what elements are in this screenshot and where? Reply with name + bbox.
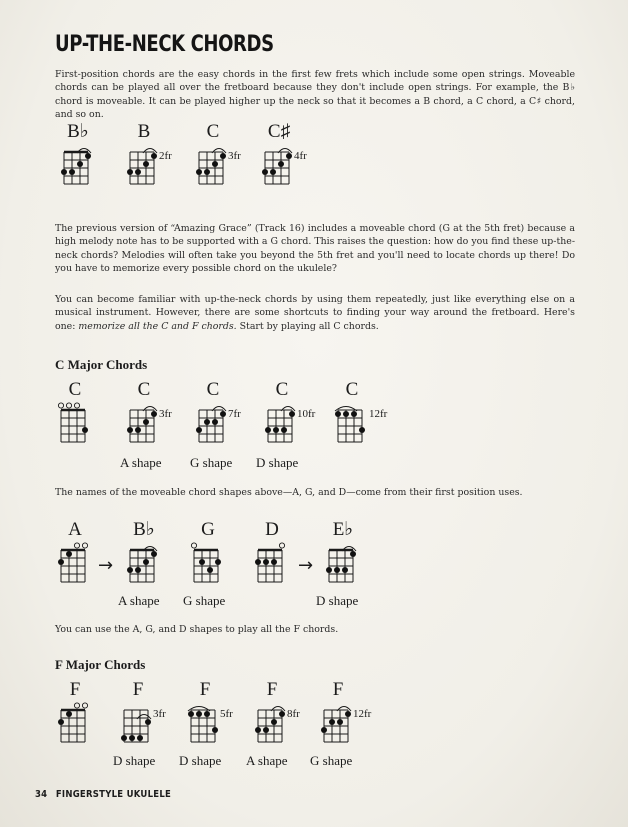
shape-label: G shape — [183, 593, 226, 608]
intro-text: First-position chords are the easy chords in the first few frets which include some open strings. Moveable chords can be played all over the fretboard because they don't include open strings. For example, the B♭ chord is moveable. It can be played higher up the neck so that it becomes a B chord, a C chord, a C♯ chord, and so on. — [55, 69, 575, 120]
page-title: UP-THE-NECK CHORDS — [55, 32, 274, 57]
finger-dot — [342, 567, 348, 573]
finger-dot — [121, 735, 127, 741]
finger-dot — [359, 427, 365, 433]
shortcut-paragraph — [55, 293, 575, 333]
chord-name: C — [68, 379, 82, 400]
fret-label: 3fr — [159, 408, 172, 420]
fret-label: 5fr — [220, 708, 233, 720]
chord-name: F — [199, 679, 211, 700]
chord-name: C — [206, 121, 220, 142]
finger-dot — [58, 559, 64, 565]
fret-label: 3fr — [228, 150, 241, 162]
finger-dot — [199, 559, 205, 565]
chord-diagram — [124, 402, 164, 452]
chord-name: C♯ — [267, 121, 291, 142]
finger-dot — [263, 559, 269, 565]
finger-dot — [321, 727, 327, 733]
fret-label: 7fr — [228, 408, 241, 420]
finger-dot — [329, 719, 335, 725]
f-chords-text: You can use the A, G, and D shapes to play all the F chords. — [55, 624, 339, 635]
moveable-text: The previous version of “Amazing Grace” (Track 16) includes a moveable chord (G at the 5th fret) because a high melody note has to be supported with a G chord. This raises the question: how do you find these up-the-neck chords? Melodies will often take you beyond the 5th fret and you'll need to locate chords up there! Do you have to memorize every possible chord on the ukulele? — [55, 223, 575, 274]
finger-dot — [58, 719, 64, 725]
finger-dot — [61, 169, 67, 175]
page-footer — [35, 789, 171, 800]
fret-label: 12fr — [353, 708, 372, 720]
fret-label: 8fr — [287, 708, 300, 720]
finger-dot — [77, 161, 83, 167]
open-string-marker — [82, 703, 87, 708]
shape-label: D shape — [179, 753, 222, 768]
finger-dot — [273, 427, 279, 433]
chord-name: B♭ — [67, 121, 89, 142]
finger-dot — [281, 427, 287, 433]
finger-dot — [196, 427, 202, 433]
finger-dot — [255, 727, 261, 733]
fret-label: 10fr — [297, 408, 316, 420]
arrow-icon: → — [298, 555, 314, 576]
moveable-paragraph — [55, 222, 575, 275]
shape-label: A shape — [118, 593, 160, 608]
chord-diagram — [55, 542, 95, 592]
chord-name: C — [137, 379, 151, 400]
finger-dot — [215, 559, 221, 565]
chord-name: B♭ — [133, 519, 155, 540]
finger-dot — [135, 169, 141, 175]
f-major-heading: F Major Chords — [55, 657, 146, 672]
finger-dot — [343, 411, 349, 417]
open-string-marker — [74, 703, 79, 708]
chord-diagram — [323, 542, 363, 592]
chord-diagram — [58, 144, 98, 194]
chord-diagram — [55, 702, 95, 752]
fret-label: 12fr — [369, 408, 388, 420]
finger-dot — [204, 169, 210, 175]
chord-diagram — [185, 702, 225, 752]
chord-diagram — [124, 542, 164, 592]
open-string-marker — [279, 543, 284, 548]
finger-dot — [69, 169, 75, 175]
shortcut-text-end: Start by playing all C chords. — [236, 320, 379, 332]
finger-dot — [127, 567, 133, 573]
shape-label: D shape — [316, 593, 359, 608]
finger-dot — [145, 719, 151, 725]
c-major-heading: C Major Chords — [55, 357, 148, 372]
chord-name: F — [69, 679, 81, 700]
open-string-marker — [58, 403, 63, 408]
finger-dot — [188, 711, 194, 717]
chord-diagram — [55, 402, 95, 452]
shape-names-text: The names of the moveable chord shapes above—A, G, and D—come from their first position uses. — [55, 487, 523, 498]
chord-name: C — [345, 379, 359, 400]
fret-label: 3fr — [153, 708, 166, 720]
finger-dot — [262, 169, 268, 175]
chord-diagram — [193, 144, 233, 194]
open-string-marker — [191, 543, 196, 548]
finger-dot — [143, 161, 149, 167]
shape-names-paragraph — [55, 486, 575, 499]
chord-name: F — [332, 679, 344, 700]
finger-dot — [255, 559, 261, 565]
finger-dot — [127, 169, 133, 175]
chord-diagram — [318, 702, 358, 752]
chord-name: F — [266, 679, 278, 700]
finger-dot — [82, 427, 88, 433]
shape-label: G shape — [190, 455, 233, 470]
finger-dot — [212, 419, 218, 425]
finger-dot — [137, 735, 143, 741]
finger-dot — [135, 427, 141, 433]
finger-dot — [143, 559, 149, 565]
chord-name: E♭ — [332, 519, 354, 540]
finger-dot — [337, 719, 343, 725]
finger-dot — [286, 153, 292, 159]
finger-dot — [85, 153, 91, 159]
open-string-marker — [74, 403, 79, 408]
chord-name: A — [68, 519, 82, 540]
chord-diagram — [332, 402, 372, 452]
finger-dot — [151, 153, 157, 159]
finger-dot — [279, 711, 285, 717]
finger-dot — [270, 169, 276, 175]
finger-dot — [66, 711, 72, 717]
finger-dot — [345, 711, 351, 717]
chord-diagram — [118, 702, 158, 752]
finger-dot — [326, 567, 332, 573]
chord-diagram — [188, 542, 228, 592]
finger-dot — [196, 169, 202, 175]
finger-dot — [350, 551, 356, 557]
shape-label: G shape — [310, 753, 353, 768]
shape-label: D shape — [256, 455, 299, 470]
finger-dot — [204, 419, 210, 425]
finger-dot — [127, 427, 133, 433]
finger-dot — [212, 727, 218, 733]
chord-diagram — [193, 402, 233, 452]
open-string-marker — [74, 543, 79, 548]
finger-dot — [220, 153, 226, 159]
chord-diagram — [252, 542, 292, 592]
chord-name: G — [201, 519, 215, 540]
shortcut-emphasis: memorize all the C and F chords. — [78, 320, 237, 332]
chord-diagram — [262, 402, 302, 452]
chord-name: D — [265, 519, 279, 540]
chord-diagram — [252, 702, 292, 752]
open-string-marker — [82, 543, 87, 548]
chord-name: C — [206, 379, 220, 400]
finger-dot — [278, 161, 284, 167]
page-number: 34 — [35, 789, 48, 800]
finger-dot — [263, 727, 269, 733]
finger-dot — [143, 419, 149, 425]
finger-dot — [204, 711, 210, 717]
finger-dot — [129, 735, 135, 741]
chord-diagram — [124, 144, 164, 194]
shape-label: A shape — [120, 455, 162, 470]
chord-name: B — [137, 121, 151, 142]
finger-dot — [265, 427, 271, 433]
fret-label: 4fr — [294, 150, 307, 162]
shortcut-text: You can become familiar with up-the-neck chords by using them repeatedly, just like everything else on a musical instrument. However, there are some shortcuts to finding your way around the fretboard. Here's one: — [55, 294, 575, 332]
book-title: FINGERSTYLE UKULELE — [55, 789, 172, 800]
finger-dot — [135, 567, 141, 573]
finger-dot — [334, 567, 340, 573]
f-chords-paragraph — [55, 623, 575, 636]
fret-label: 2fr — [159, 150, 172, 162]
finger-dot — [151, 411, 157, 417]
finger-dot — [271, 559, 277, 565]
finger-dot — [207, 567, 213, 573]
finger-dot — [351, 411, 357, 417]
finger-dot — [212, 161, 218, 167]
shape-label: D shape — [113, 753, 156, 768]
finger-dot — [289, 411, 295, 417]
open-string-marker — [66, 403, 71, 408]
shape-label: A shape — [246, 753, 288, 768]
chord-name: F — [132, 679, 144, 700]
intro-paragraph — [55, 68, 575, 121]
finger-dot — [196, 711, 202, 717]
finger-dot — [66, 551, 72, 557]
arrow-icon: → — [98, 555, 114, 576]
finger-dot — [271, 719, 277, 725]
finger-dot — [220, 411, 226, 417]
finger-dot — [151, 551, 157, 557]
finger-dot — [335, 411, 341, 417]
chord-diagram — [259, 144, 299, 194]
chord-name: C — [275, 379, 289, 400]
